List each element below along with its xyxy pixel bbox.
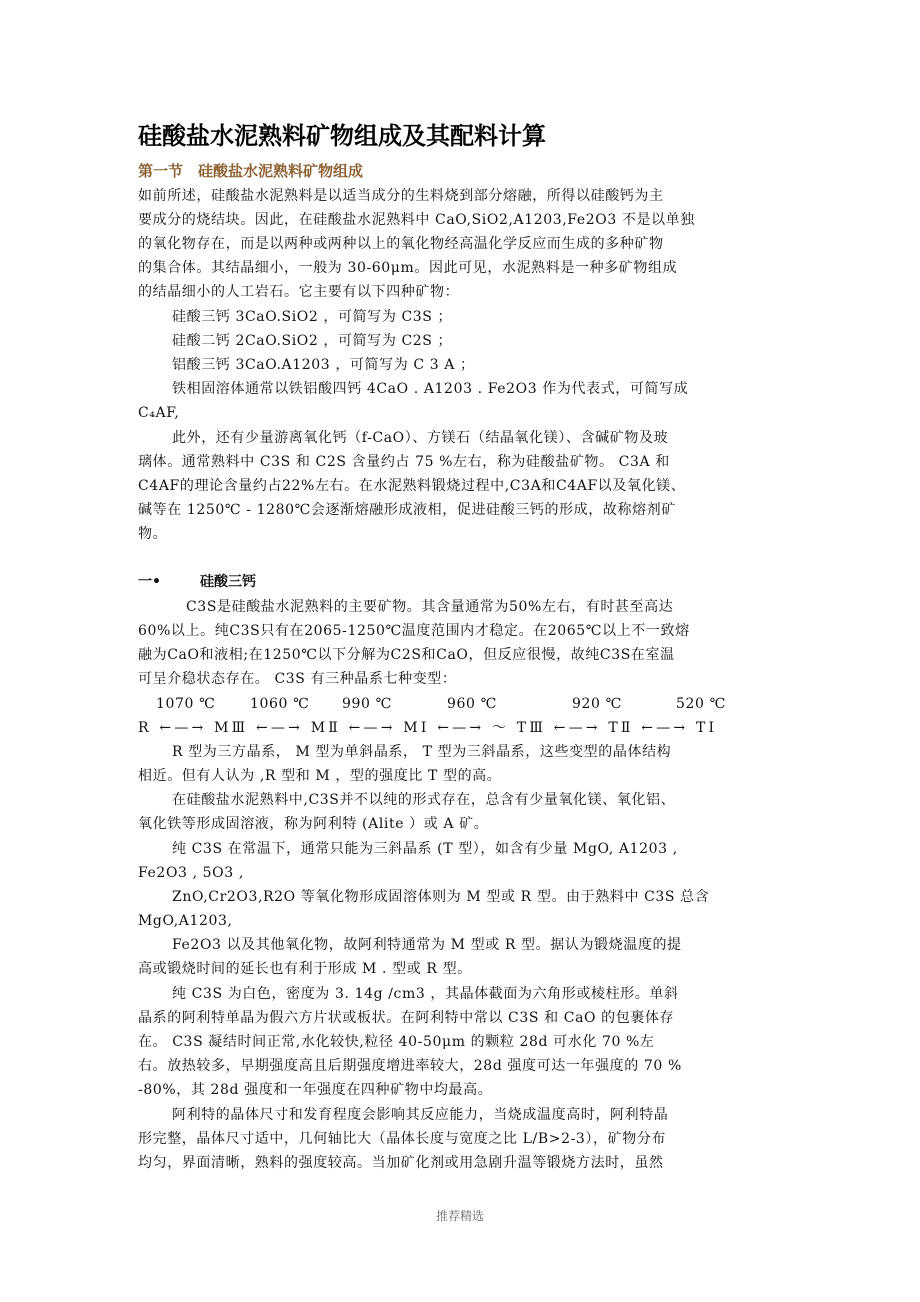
temp-label: 1070 ℃	[156, 696, 216, 712]
body-line: 相近。但有人认为 ,R 型和 M ，型的强度比 T 型的高。	[138, 768, 502, 784]
para-line: 璃体。通常熟料中 C3S 和 C2S 含量约占 75 %左右，称为硅酸盐矿物。 C3A 和	[138, 454, 670, 470]
subsection-title: 硅酸三钙	[200, 574, 256, 590]
body-line: 纯 C3S 为白色，密度为 3. 14g /cm3 ，其晶体截面为六角形或棱柱形。单斜	[172, 986, 679, 1002]
para-line: 碱等在 1250℃ - 1280℃会逐渐熔融形成液相，促进硅酸三钙的形成，故称熔剂矿	[138, 502, 676, 518]
mineral-c3a: 铝酸三钙 3CaO.A1203 ，可简写为 C 3 A ；	[172, 357, 475, 373]
body-line: 纯 C3S 在常温下，通常只能为三斜晶系 (T 型），如含有少量 MgO, A1203 ,	[172, 841, 678, 857]
body-line: 均匀，界面清晰，熟料的强度较高。当加矿化剂或用急剧升温等锻烧方法时，虽然	[138, 1155, 664, 1171]
body-line: 在硅酸盐水泥熟料中,C3S并不以纯的形式存在，总含有少量氧化镁、氧化铝、	[172, 792, 676, 808]
page-footer: 推荐精选	[435, 1209, 484, 1223]
body-line: Fe2O3 以及其他氧化物，故阿利特通常为 M 型或 R 型。据认为锻烧温度的提	[172, 937, 682, 953]
para-line: 物。	[138, 526, 168, 542]
body-line: MgO,A1203,	[138, 913, 233, 929]
para-line: 此外，还有少量游离氧化钙（f-CaO）、方镁石（结晶氧化镁）、含碱矿物及玻	[172, 430, 669, 446]
mineral-c3s: 硅酸三钙 3CaO.SiO2 ，可简写为 C3S ；	[172, 309, 453, 325]
body-line: -80%，其 28d 强度和一年强度在四种矿物中均最高。	[138, 1082, 493, 1098]
body-line: 形完整，晶体尺寸适中，几何轴比大（晶体长度与宽度之比 L/B>2-3），矿物分布	[138, 1131, 667, 1147]
phase-sequence: R ←—→ MⅢ ←—→ MⅡ ←—→ MⅠ ←—→ ～ TⅢ ←—→ TⅡ ←—→ TⅠ	[138, 720, 718, 736]
body-line: 阿利特的晶体尺寸和发育程度会影响其反应能力，当烧成温度高时，阿利特晶	[172, 1107, 669, 1123]
temp-label: 920 ℃	[572, 696, 622, 712]
intro-line: 的集合体。其结晶细小，一般为 30-60μm。因此可见，水泥熟料是一种多矿物组成	[138, 260, 678, 276]
temp-label: 960 ℃	[447, 696, 497, 712]
body-line: ZnO,Cr2O3,R2O 等氧化物形成固溶体则为 M 型或 R 型。由于熟料中 C3S 总含	[172, 889, 710, 905]
intro-line: 如前所述，硅酸盐水泥熟料是以适当成分的生料烧到部分熔融，所得以硅酸钙为主	[138, 188, 664, 204]
body-line: 右。放热较多，早期强度高且后期强度增进率较大，28d 强度可达一年强度的 70 %	[138, 1058, 682, 1074]
para-line: C4AF的理论含量约占22%左右。在水泥熟料锻烧过程中,C3A和C4AF以及氧化镁、	[138, 478, 686, 494]
subsection-number: 一•	[138, 574, 161, 590]
document-title: 硅酸盐水泥熟料矿物组成及其配料计算	[138, 122, 546, 150]
c3s-line: 60%以上。纯C3S只有在2065-1250℃温度范围内才稳定。在2065℃以上不一致熔	[138, 623, 690, 639]
mineral-c4af: 铁相固溶体通常以铁铝酸四钙 4CaO . A1203 . Fe2O3 作为代表式，可简写成	[172, 381, 689, 397]
body-line: 高或锻烧时间的延长也有利于形成 M . 型或 R 型。	[138, 961, 472, 977]
body-line: 晶系的阿利特单晶为假六方片状或板状。在阿利特中常以 C3S 和 CaO 的包裹体存	[138, 1010, 675, 1026]
intro-line: 的氧化物存在，而是以两种或两种以上的氧化物经高温化学反应而生成的多种矿物	[138, 236, 664, 252]
intro-line: 的结晶细小的人工岩石。它主要有以下四种矿物：	[138, 284, 460, 300]
section-title: 第一节 硅酸盐水泥熟料矿物组成	[138, 162, 364, 180]
subsection-heading	[138, 572, 256, 592]
c3s-line: 可呈介稳状态存在。 C3S 有三种晶系七种变型：	[138, 671, 457, 687]
c3s-line: C3S是硅酸盐水泥熟料的主要矿物。其含量通常为50%左右，有时甚至高达	[186, 599, 674, 615]
body-line: Fe2O3 , 5O3 ,	[138, 865, 244, 881]
c4af-formula: C₄AF,	[138, 405, 180, 421]
body-line: R 型为三方晶系， M 型为单斜晶系， T 型为三斜晶系，这些变型的晶体结构	[172, 744, 672, 760]
body-line: 在。 C3S 凝结时间正常,水化较快,粒径 40-50μm 的颗粒 28d 可水化 70 %左	[138, 1034, 655, 1050]
temp-label: 520 ℃	[676, 696, 726, 712]
temp-label: 1060 ℃	[250, 696, 310, 712]
mineral-c2s: 硅酸二钙 2CaO.SiO2 ，可简写为 C2S ；	[172, 333, 453, 349]
c3s-line: 融为CaO和液相;在1250℃以下分解为C2S和CaO，但反应很慢，故纯C3S在室温	[138, 647, 675, 663]
temp-label: 990 ℃	[342, 696, 392, 712]
intro-line: 要成分的烧结块。因此，在硅酸盐水泥熟料中 CaO,SiO2,A1203,Fe2O3 不是以单独	[138, 212, 695, 228]
body-line: 氧化铁等形成固溶液，称为阿利特 (Alite ）或 A 矿。	[138, 816, 489, 832]
